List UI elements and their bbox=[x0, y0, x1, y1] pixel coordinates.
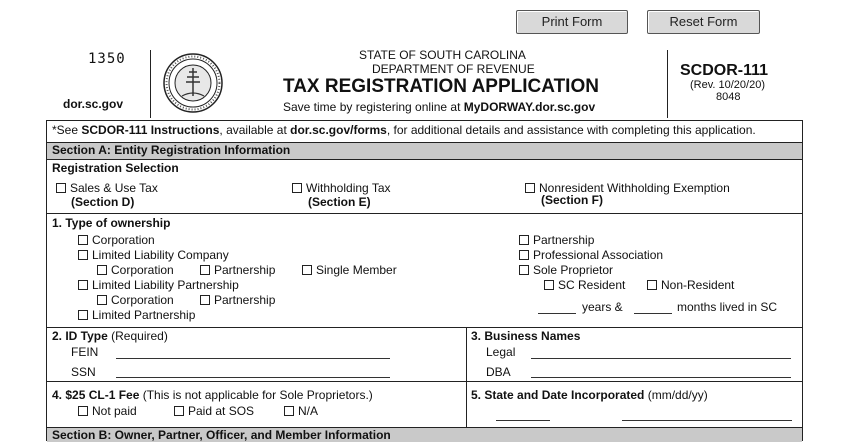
registration-selection-label: Registration Selection bbox=[52, 161, 179, 175]
notice-text-1: *See bbox=[52, 123, 82, 137]
partnership-label: Partnership bbox=[533, 233, 595, 247]
ownership-heading: 1. Type of ownership bbox=[52, 216, 171, 230]
llp-partnership-checkbox[interactable] bbox=[200, 295, 210, 305]
incorporated-format: (mm/dd/yy) bbox=[644, 388, 708, 402]
llc-single-member-label: Single Member bbox=[316, 263, 397, 277]
sales-tax-option[interactable] bbox=[56, 181, 158, 195]
llc-partnership-option[interactable] bbox=[200, 263, 275, 277]
form-right-border bbox=[802, 120, 803, 441]
state-seal-icon bbox=[162, 52, 224, 114]
years-field[interactable] bbox=[538, 313, 576, 314]
sales-tax-section: (Section D) bbox=[71, 195, 135, 209]
llc-single-member-option[interactable] bbox=[302, 263, 397, 277]
legal-name-field[interactable] bbox=[531, 358, 791, 359]
llc-single-member-checkbox[interactable] bbox=[302, 265, 312, 275]
llc-corporation-checkbox[interactable] bbox=[97, 265, 107, 275]
sales-tax-label: Sales & Use Tax bbox=[70, 181, 158, 195]
fein-label: FEIN bbox=[71, 345, 99, 359]
id-type-required: (Required) bbox=[107, 329, 168, 343]
non-resident-option[interactable] bbox=[647, 278, 734, 292]
llc-option[interactable] bbox=[78, 248, 229, 262]
limited-partnership-label: Limited Partnership bbox=[92, 308, 196, 322]
llp-partnership-option[interactable] bbox=[200, 293, 275, 307]
llp-option[interactable] bbox=[78, 278, 239, 292]
reset-form-button[interactable]: Reset Form bbox=[647, 10, 760, 34]
na-option[interactable] bbox=[284, 404, 318, 418]
header-divider-right bbox=[667, 50, 668, 118]
section-a-heading: Section A: Entity Registration Information bbox=[52, 143, 291, 157]
professional-association-option[interactable] bbox=[519, 248, 663, 262]
fee-title: 4. $25 CL-1 Fee bbox=[52, 388, 140, 402]
paid-sos-checkbox[interactable] bbox=[174, 406, 184, 416]
form-left-border bbox=[46, 120, 47, 441]
llc-corporation-option[interactable] bbox=[97, 263, 174, 277]
instructions-link[interactable]: SCDOR-111 Instructions bbox=[81, 123, 220, 137]
instructions-notice bbox=[52, 123, 756, 137]
withholding-section: (Section E) bbox=[308, 195, 371, 209]
partnership-checkbox[interactable] bbox=[519, 235, 529, 245]
dba-field[interactable] bbox=[531, 377, 791, 378]
id-type-title: 2. ID Type bbox=[52, 329, 108, 343]
paid-sos-label: Paid at SOS bbox=[188, 404, 255, 418]
sole-proprietor-label: Sole Proprietor bbox=[533, 263, 614, 277]
non-resident-checkbox[interactable] bbox=[647, 280, 657, 290]
revision-date: (Rev. 10/20/20) bbox=[690, 79, 766, 91]
months-field[interactable] bbox=[634, 313, 672, 314]
corporation-checkbox[interactable] bbox=[78, 235, 88, 245]
ssn-label: SSN bbox=[71, 365, 96, 379]
nonresident-exemption-checkbox[interactable] bbox=[525, 183, 535, 193]
business-names-heading: 3. Business Names bbox=[471, 329, 581, 343]
date-incorporated-field[interactable] bbox=[622, 420, 792, 421]
corporation-label: Corporation bbox=[92, 233, 155, 247]
withholding-tax-checkbox[interactable] bbox=[292, 183, 302, 193]
state-name: STATE OF SOUTH CAROLINA bbox=[359, 48, 526, 62]
fee-note: (This is not applicable for Sole Proprietors.) bbox=[139, 388, 373, 402]
notice-text-2: , available at bbox=[219, 123, 291, 137]
llp-corporation-label: Corporation bbox=[111, 293, 174, 307]
llc-partnership-label: Partnership bbox=[214, 263, 276, 277]
sc-resident-checkbox[interactable] bbox=[544, 280, 554, 290]
professional-association-label: Professional Association bbox=[533, 248, 664, 262]
subtitle bbox=[283, 100, 595, 114]
sole-proprietor-checkbox[interactable] bbox=[519, 265, 529, 275]
dba-label: DBA bbox=[486, 365, 511, 379]
fee-heading bbox=[52, 388, 373, 402]
forms-link[interactable]: dor.sc.gov/forms bbox=[290, 123, 387, 137]
llp-label: Limited Liability Partnership bbox=[92, 278, 239, 292]
withholding-tax-option[interactable] bbox=[292, 181, 391, 195]
sole-proprietor-option[interactable] bbox=[519, 263, 613, 277]
notice-top-border bbox=[46, 120, 802, 121]
divider-ownership bbox=[46, 213, 802, 214]
paid-sos-option[interactable] bbox=[174, 404, 254, 418]
sc-resident-option[interactable] bbox=[544, 278, 625, 292]
form-code: 1350 bbox=[88, 51, 126, 67]
llp-corporation-option[interactable] bbox=[97, 293, 174, 307]
incorporated-title: 5. State and Date Incorporated bbox=[471, 388, 645, 402]
years-label: years & bbox=[582, 300, 623, 314]
header-divider-left bbox=[150, 50, 151, 118]
section-b-heading: Section B: Owner, Partner, Officer, and Member Information bbox=[52, 428, 391, 442]
ssn-field[interactable] bbox=[116, 377, 390, 378]
id-business-divider bbox=[466, 327, 467, 381]
not-paid-label: Not paid bbox=[92, 404, 137, 418]
limited-partnership-checkbox[interactable] bbox=[78, 310, 88, 320]
fee-incorporated-divider bbox=[466, 381, 467, 427]
non-resident-label: Non-Resident bbox=[661, 278, 735, 292]
department-name: DEPARTMENT OF REVENUE bbox=[372, 62, 535, 76]
months-label: months lived in SC bbox=[677, 300, 778, 314]
corporation-option[interactable] bbox=[78, 233, 155, 247]
notice-text-3: , for additional details and assistance with completing this application. bbox=[386, 123, 756, 137]
llc-label: Limited Liability Company bbox=[92, 248, 229, 262]
nonresident-section: (Section F) bbox=[541, 193, 603, 207]
llc-partnership-checkbox[interactable] bbox=[200, 265, 210, 275]
divider-id-type bbox=[46, 327, 802, 328]
llp-checkbox[interactable] bbox=[78, 280, 88, 290]
na-label: N/A bbox=[298, 404, 319, 418]
id-type-heading bbox=[52, 329, 168, 343]
professional-association-checkbox[interactable] bbox=[519, 250, 529, 260]
state-incorporated-field[interactable] bbox=[496, 420, 550, 421]
llc-corporation-label: Corporation bbox=[111, 263, 174, 277]
llp-partnership-label: Partnership bbox=[214, 293, 276, 307]
partnership-option[interactable] bbox=[519, 233, 594, 247]
form-number: 8048 bbox=[716, 91, 741, 103]
nonresident-exemption-label: Nonresident Withholding Exemption bbox=[539, 181, 730, 195]
fein-field[interactable] bbox=[116, 358, 390, 359]
limited-partnership-option[interactable] bbox=[78, 308, 195, 322]
withholding-tax-label: Withholding Tax bbox=[306, 181, 391, 195]
incorporated-heading bbox=[471, 388, 708, 402]
divider-fee bbox=[46, 381, 802, 382]
website-label: dor.sc.gov bbox=[63, 97, 124, 111]
not-paid-option[interactable] bbox=[78, 404, 137, 418]
print-form-button[interactable]: Print Form bbox=[516, 10, 628, 34]
llc-checkbox[interactable] bbox=[78, 250, 88, 260]
llp-corporation-checkbox[interactable] bbox=[97, 295, 107, 305]
legal-name-label: Legal bbox=[486, 345, 516, 359]
page-title: TAX REGISTRATION APPLICATION bbox=[283, 76, 599, 97]
sc-resident-label: SC Resident bbox=[558, 278, 626, 292]
mydorway-link[interactable]: MyDORWAY.dor.sc.gov bbox=[463, 100, 596, 114]
form-id: SCDOR-111 bbox=[680, 62, 769, 79]
subtitle-prefix: Save time by registering online at bbox=[283, 100, 464, 114]
na-checkbox[interactable] bbox=[284, 406, 294, 416]
sales-tax-checkbox[interactable] bbox=[56, 183, 66, 193]
not-paid-checkbox[interactable] bbox=[78, 406, 88, 416]
